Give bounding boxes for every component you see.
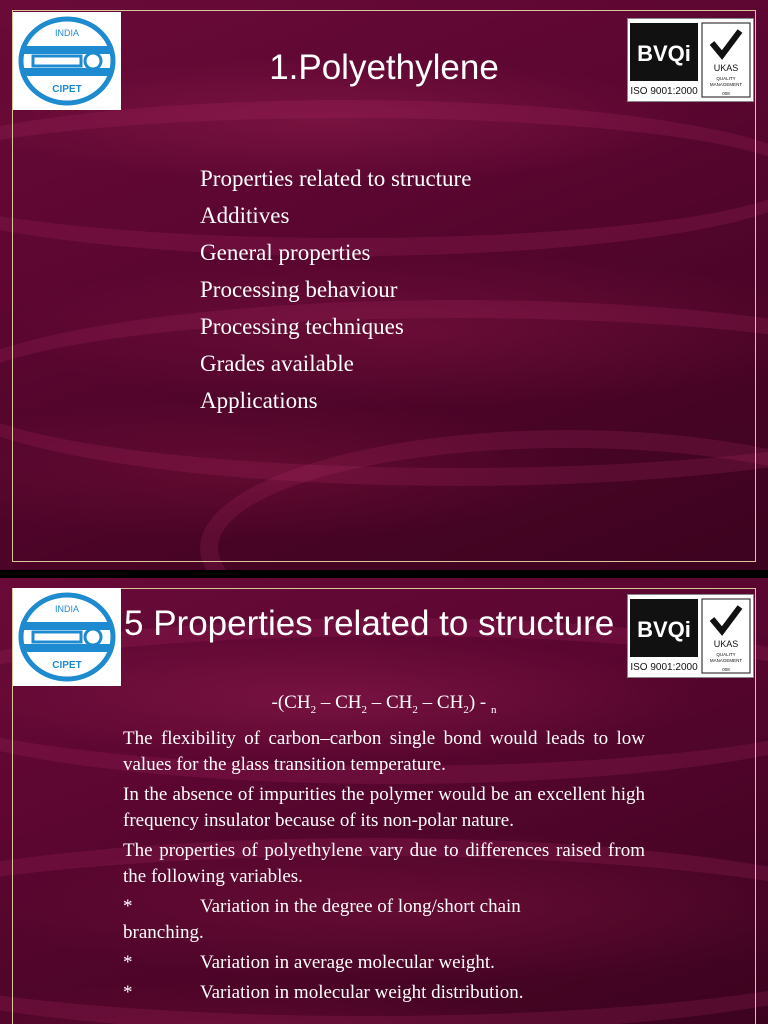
topic-item: Applications (200, 388, 318, 413)
formula-subscript: 2 (412, 703, 418, 716)
slide-title: 1.Polyethylene (269, 48, 499, 87)
svg-text:QUALITY: QUALITY (716, 652, 736, 657)
slide-title: 5 Properties related to structure (124, 604, 615, 643)
bvqi-ukas-logo (627, 594, 754, 678)
topic-item: Processing behaviour (200, 277, 398, 302)
svg-text:INDIA: INDIA (54, 28, 80, 38)
formula-part: – CH (367, 692, 413, 713)
svg-text:ISO 9001:2000: ISO 9001:2000 (630, 86, 698, 97)
svg-text:QUALITY: QUALITY (716, 76, 736, 81)
svg-text:008: 008 (722, 667, 730, 672)
topic-item: Properties related to structure (200, 166, 472, 191)
variable-item (123, 950, 645, 976)
variable-item (123, 894, 645, 920)
svg-text:ISO 9001:2000: ISO 9001:2000 (630, 662, 698, 673)
svg-text:UKAS: UKAS (713, 639, 739, 649)
svg-text:BVQi: BVQi (637, 617, 691, 642)
star-bullet: * (123, 952, 133, 973)
formula-part: – CH (417, 692, 464, 713)
topic-item: Additives (200, 203, 290, 228)
svg-text:INDIA: INDIA (54, 604, 80, 614)
variable-continuation: branching. (123, 922, 204, 943)
svg-text:MANAGEMENT: MANAGEMENT (709, 82, 743, 87)
star-bullet: * (123, 896, 133, 917)
body-paragraph: The flexibility of carbon–carbon single bond would leads to low values for the glass transition temperature. (123, 728, 645, 775)
svg-text:CIPET: CIPET (52, 660, 82, 671)
formula-part: -(CH (271, 692, 311, 713)
svg-text:UKAS: UKAS (713, 63, 739, 73)
cipet-logo (13, 588, 121, 686)
formula-subscript: 2 (361, 703, 367, 716)
slide-2 (0, 578, 768, 1024)
variable-text: Variation in molecular weight distribution. (200, 982, 524, 1003)
formula-subscript: 2 (463, 703, 469, 716)
topic-list (200, 160, 471, 419)
topic-item: Processing techniques (200, 314, 404, 339)
topic-item: Grades available (200, 351, 354, 376)
formula-subscript: n (490, 703, 497, 716)
body-paragraph: The properties of polyethylene vary due to differences raised from the following variables. (123, 840, 645, 887)
chemical-formula (0, 692, 768, 716)
formula-part: – CH (316, 692, 362, 713)
svg-text:BVQi: BVQi (637, 41, 691, 66)
star-bullet: * (123, 982, 133, 1003)
slide-body (123, 726, 645, 1006)
variable-item (123, 980, 645, 1006)
topic-item: General properties (200, 240, 371, 265)
body-paragraph: In the absence of impurities the polymer would be an excellent high frequency insulator because of its non-polar nature. (123, 784, 645, 831)
formula-part: ) - (468, 692, 491, 713)
formula-subscript: 2 (310, 703, 317, 716)
variable-text: Variation in the degree of long/short chain (200, 896, 521, 917)
svg-text:CIPET: CIPET (52, 84, 82, 95)
variable-text: Variation in average molecular weight. (200, 952, 495, 973)
svg-text:MANAGEMENT: MANAGEMENT (709, 658, 743, 663)
svg-text:008: 008 (722, 91, 730, 96)
